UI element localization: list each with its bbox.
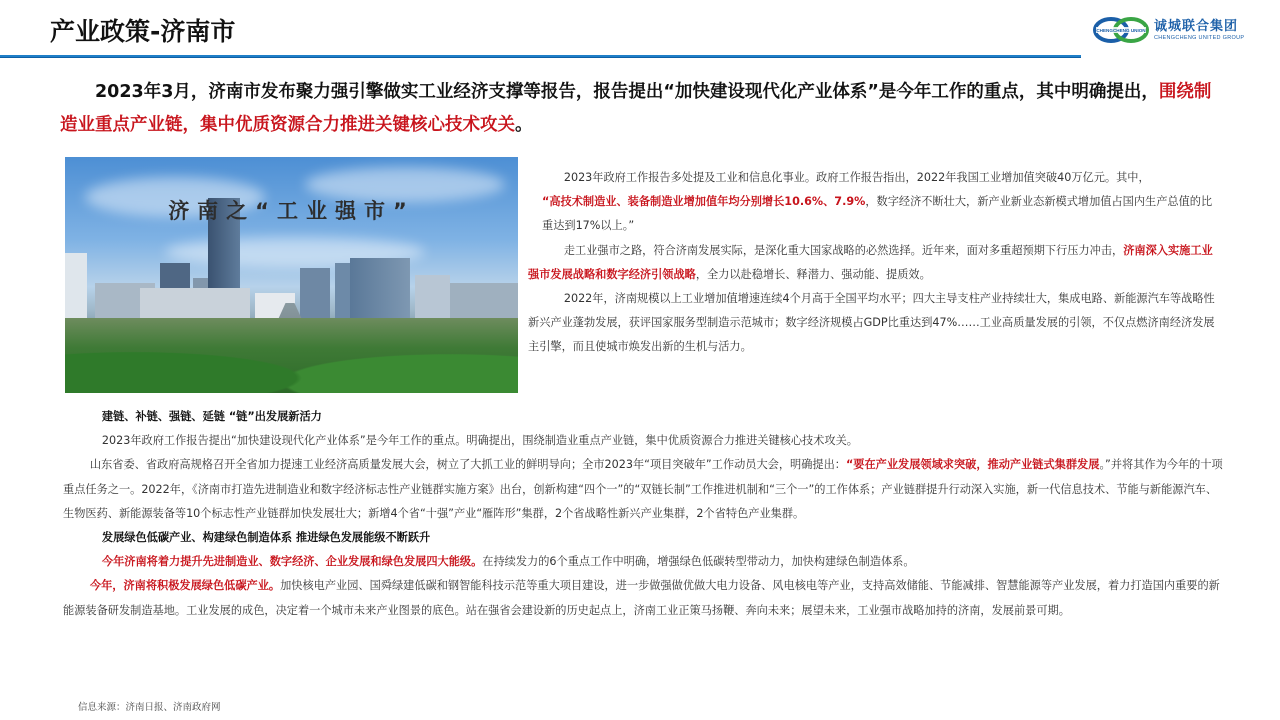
lead-text: 2023年3月，济南市发布聚力强引擎做实工业经济支撑等报告，报告提出“加快建设现代化产业体系”是今年工作的重点，其中明确提出，	[95, 82, 1159, 102]
body-paragraph-4: 今年，济南将积极发展绿色低碳产业。加快核电产业园、国舜绿建低碳和钢智能科技示范等重大项目建设，进一步做强做优做大电力设备、风电核电等产业，支持高效储能、节能减排、智慧能源等产业发展，着力打造国内重要的新能源装备研发制造基地。工业发展的成色，决定着一个城市未来产业图景的底色。站在强省会建设新的历史起点上，济南工业正策马扬鞭、奔向未来；展望未来，工业强市战略加持的济南，发展前景可期。	[63, 579, 1220, 617]
section-heading-green: 发展绿色低碳产业、构建绿色制造体系 推进绿色发展能级不断跃升	[101, 531, 431, 545]
title-divider	[0, 55, 1081, 58]
body-highlight-low-carbon: 今年，济南将积极发展绿色低碳产业。	[89, 579, 281, 593]
hero-image	[65, 157, 518, 393]
body-highlight-cluster: “要在产业发展领域求突破，推动产业链式集群发展	[845, 458, 1100, 472]
side-paragraph-2: “高技术制造业、装备制造业增加值年均分别增长10.6%、7.9%，数字经济不断壮大，新产业新业态新模式增加值占国内生产总值的比重达到17%以上。”	[542, 195, 1213, 233]
side-paragraph-1: 2023年政府工作报告多处提及工业和信息化事业。政府工作报告指出，2022年我国工业增加值突破40万亿元。其中，	[563, 171, 1150, 184]
source-note: 信息来源：济南日报、济南政府网	[78, 702, 221, 713]
side-article	[528, 166, 1220, 360]
lead-text-end: 。	[515, 115, 533, 135]
side-highlight-growth: 高技术制造业、装备制造业增加值年均分别增长10.6%、7.9%	[549, 195, 866, 209]
lead-highlight: 围绕制造业重点产业链，集中优质资源合力推进关键核心技术攻关	[60, 82, 1212, 135]
logo-name-en: CHENGCHENG UNITED GROUP	[1154, 34, 1245, 41]
body-article	[63, 405, 1225, 623]
logo-name-cn: 诚城联合集团	[1154, 18, 1239, 34]
chengcheng-union-logo-icon	[1092, 15, 1150, 45]
body-highlight-four-levels: 今年济南将着力提升先进制造业、数字经济、企业发展和绿色发展四大能级。	[101, 555, 483, 569]
body-paragraph-3: 今年济南将着力提升先进制造业、数字经济、企业发展和绿色发展四大能级。在持续发力的6个重点工作中明确，增强绿色低碳转型带动力，加快构建绿色制造体系。	[101, 555, 915, 569]
side-paragraph-4: 2022年，济南规模以上工业增加值增速连续4个月高于全国平均水平；四大主导支柱产业持续壮大，集成电路、新能源汽车等战略性新兴产业蓬勃发展，获评国家服务型制造示范城市；数字经济规模占GDP比重达到47%……工业高质量发展的引领，不仅点燃济南经济发展主引擎，而且使城市焕发出新的生机与活力。	[528, 292, 1215, 354]
body-paragraph-1: 2023年政府工作报告提出“加快建设现代化产业体系”是今年工作的重点。明确提出，围绕制造业重点产业链，集中优质资源合力推进关键核心技术攻关。	[101, 434, 858, 448]
body-paragraph-2: 山东省委、省政府高规格召开全省加力提速工业经济高质量发展大会，树立了大抓工业的鲜明导向；全市2023年“项目突破年”工作动员大会，明确提出：“要在产业发展领域求突破，推动产业链式集群发展。”并将其作为今年的十项重点任务之一。2022年，《济南市打造先进制造业和数字经济标志性产业链群实施方案》出台，创新构建“四个一”的“双链长制”工作推进机制和“三个一”的工作体系；产业链群提升行动深入实施，新一代信息技术、节能与新能源汽车、生物医药、新能源装备等10个标志性产业链群加快发展壮大；新增4个省“十强”产业“雁阵形”集群，2个省战略性新兴产业集群，2个省特色产业集群。	[63, 458, 1223, 520]
side-highlight-strategy: 济南深入实施工业强市发展战略和数字经济引领战略	[528, 243, 1213, 281]
hero-caption: 济南之“工业强市”	[168, 199, 415, 223]
company-logo	[1092, 14, 1252, 46]
section-heading-chain: 建链、补链、强链、延链 “链”出发展新活力	[101, 410, 322, 423]
svg-text:CHENGCHENG UNION: CHENGCHENG UNION	[1096, 28, 1146, 33]
lead-paragraph	[60, 76, 1220, 142]
side-paragraph-3: 走工业强市之路，符合济南发展实际，是深化重大国家战略的必然选择。近年来，面对多重超预期下行压力冲击，济南深入实施工业强市发展战略和数字经济引领战略，全力以赴稳增长、释潜力、强动能、提质效。	[528, 243, 1213, 281]
page-title: 产业政策-济南市	[50, 17, 236, 46]
